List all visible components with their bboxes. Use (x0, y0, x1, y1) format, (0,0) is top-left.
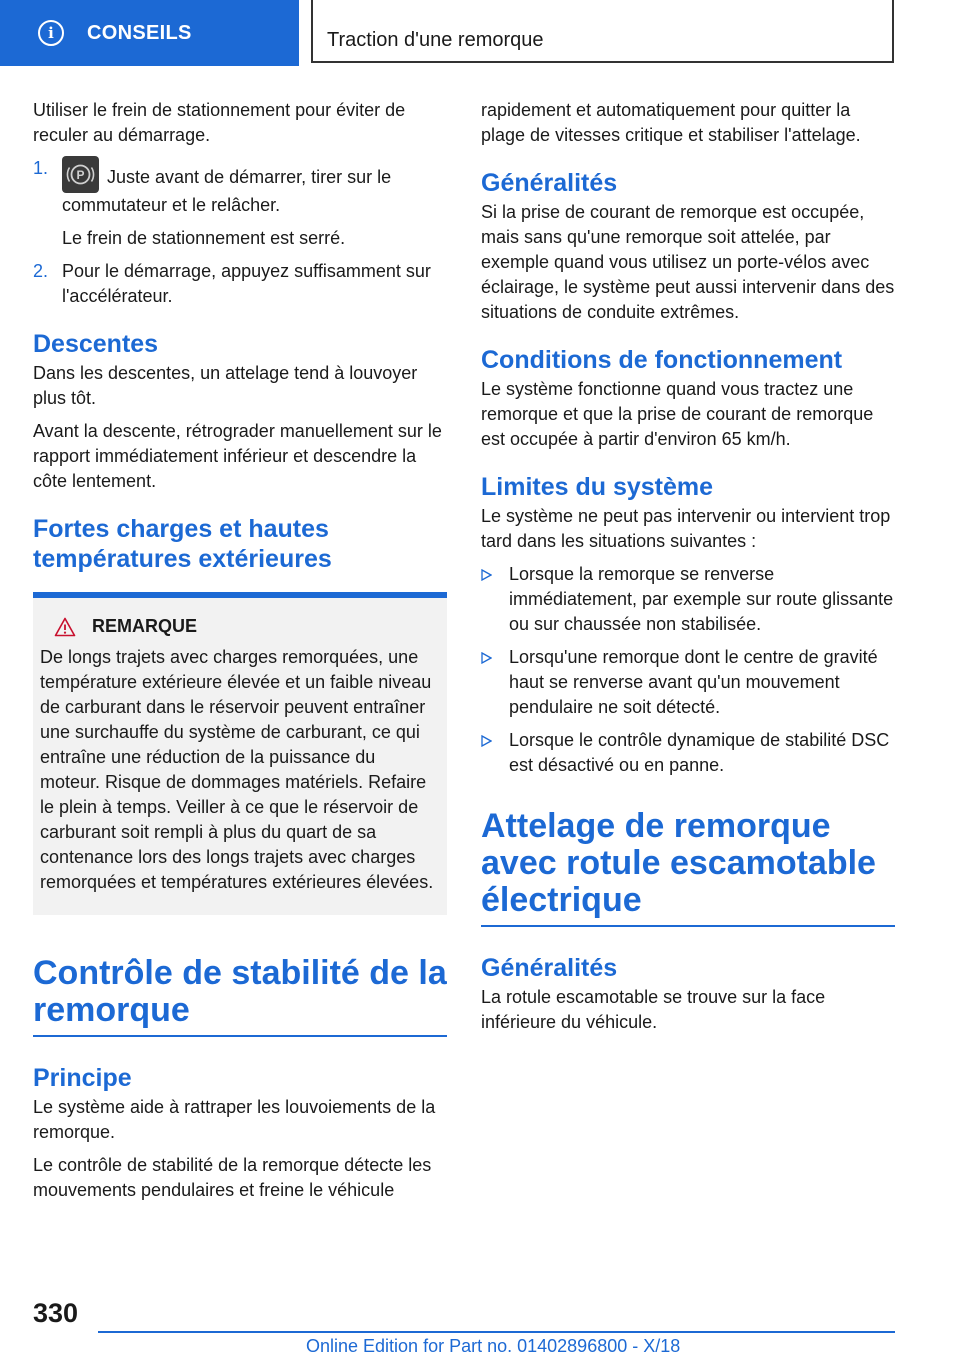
section-heading-conditions: Conditions de fonctionnement (481, 346, 843, 374)
notice-text: De longs trajets avec charges remorquées, une température extérieure élevée et un faible niveau de carburant dans le réservoir peuvent entraîner une surchauffe du système de carburant, ce qui entraîne une réduction de la puissance du moteur. Risque de dommages matériels. Refaire le plein à temps. Veiller à ce que le réservoir de carburant soit rempli à plus du quart de sa contenance lors des longs trajets avec charges remorquées et températures extérieures élevées. (40, 647, 434, 892)
section-tab[interactable] (0, 0, 299, 66)
page-title: Traction d'une remorque (327, 29, 544, 51)
list-item: Lorsque le contrôle dynamique de stabilité DSC est désactivé ou en panne. (481, 728, 895, 778)
section-heading-generalites-2: Généralités (481, 954, 618, 982)
paragraph: Le contrôle de stabilité de la remorque détecte les mouvements pendulaires et freine le véhicule (33, 1155, 432, 1200)
section-heading-descentes: Descentes (33, 330, 159, 358)
footer-edition: Online Edition for Part no. 01402896800 - X/18 (306, 1336, 681, 1356)
paragraph: Dans les descentes, un attelage tend à louvoyer plus tôt. (33, 363, 418, 408)
notice-title: REMARQUE (92, 616, 198, 636)
paragraph: Si la prise de courant de remorque est occupée, mais sans qu'une remorque soit attelée, par exemple quand vous utilisez un porte-vélos avec éclairage, le système peut aussi intervenir dans des situations de conduite extrêmes. (481, 202, 895, 322)
section-heading-limites: Limites du système (481, 473, 714, 501)
bullet-triangle-icon (481, 569, 492, 581)
paragraph: Le système aide à rattraper les louvoiements de la remorque. (33, 1097, 436, 1142)
intro-paragraph: Utiliser le frein de stationnement pour éviter de reculer au démarrage. (33, 100, 406, 145)
chapter-heading-stabilite: Contrôle de stabilité de la remorque (33, 954, 447, 1029)
list-item: Lorsqu'une remorque dont le centre de gravité haut se renverse avant qu'un mouvement pendulaire ne soit détecté. (481, 645, 895, 720)
section-heading-principe: Principe (33, 1064, 132, 1092)
chapter-heading-attelage: Attelage de remorque avec rotule escamotable électrique (481, 807, 876, 919)
chapter-heading-wrapper (33, 955, 447, 1037)
paragraph: Avant la descente, rétrograder manuellement sur le rapport immédiatement inférieur et descendre la côte lentement. (33, 421, 442, 491)
paragraph: Le système fonctionne quand vous tractez une remorque et que la prise de courant de remorque est occupée à partir d'environ 65 km/h. (481, 379, 874, 449)
section-heading-fortes-charges: Fortes charges et hautes températures extérieures (33, 515, 332, 573)
step-text: Pour le démarrage, appuyez suffisamment sur l'accélérateur. (62, 261, 431, 306)
list-item: Lorsque la remorque se renverse immédiatement, par exemple sur route glissante ou sur chaussée non stabilisée. (481, 562, 895, 637)
step-number: 1. (33, 158, 49, 178)
parking-brake-icon (62, 156, 99, 193)
bullet-triangle-icon (481, 652, 492, 664)
footer-divider (98, 1331, 895, 1333)
list-item (33, 259, 447, 309)
step-text: Juste avant de démarrer, tirer sur le commutateur et le relâcher. (62, 167, 392, 215)
list-item (33, 156, 447, 251)
paragraph: Le système ne peut pas intervenir ou intervient trop tard dans les situations suivantes : (481, 506, 891, 551)
notice-box (33, 592, 447, 915)
info-icon: i (38, 20, 64, 46)
page-header (311, 0, 894, 63)
steps-list (33, 156, 447, 309)
chapter-heading-wrapper (481, 808, 895, 927)
right-column (481, 98, 895, 1043)
paragraph: La rotule escamotable se trouve sur la face inférieure du véhicule. (481, 987, 826, 1032)
bullet-triangle-icon (481, 735, 492, 747)
limits-list (481, 562, 895, 778)
svg-text:P: P (76, 168, 85, 182)
left-column (33, 98, 447, 1211)
section-tab-label: CONSEILS (87, 21, 192, 44)
step-result: Le frein de stationnement est serré. (62, 228, 346, 248)
warning-icon (54, 617, 76, 637)
paragraph: rapidement et automatiquement pour quitter la plage de vitesses critique et stabiliser l'attelage. (481, 100, 861, 145)
page-number: 330 (33, 1298, 79, 1328)
section-heading-generalites: Généralités (481, 169, 618, 197)
step-number: 2. (33, 261, 49, 281)
